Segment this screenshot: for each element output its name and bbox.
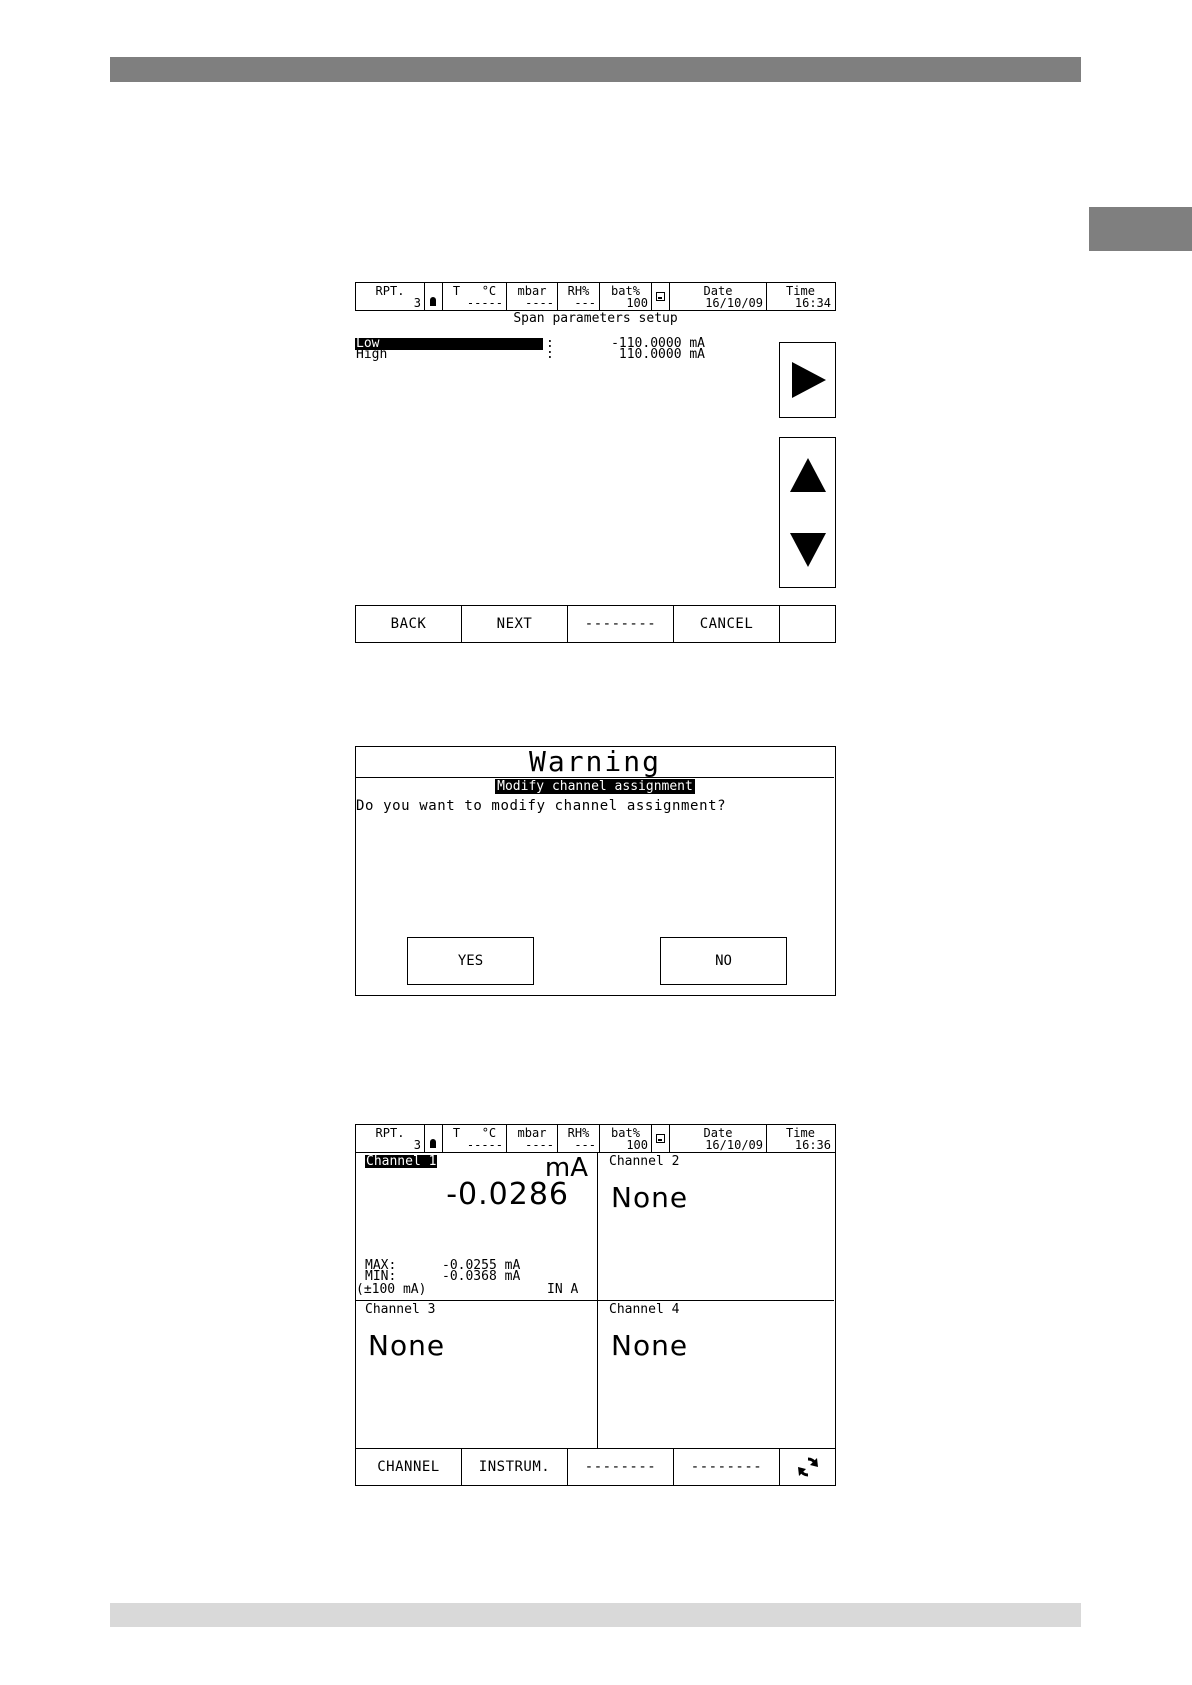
status-pressure bbox=[507, 1125, 558, 1152]
channel-name: Channel 3 bbox=[365, 1302, 436, 1317]
date-label: Date bbox=[703, 1126, 733, 1140]
warning-dialog bbox=[355, 746, 836, 996]
back-button[interactable]: BACK bbox=[356, 606, 462, 642]
memory-icon bbox=[656, 292, 665, 301]
param-row-high[interactable]: High : 110.0000 mA bbox=[356, 347, 705, 362]
battery-value: 100 bbox=[626, 1138, 648, 1152]
memory-cell bbox=[652, 1125, 670, 1152]
channel-value: None bbox=[611, 1329, 689, 1362]
time-value: 16:36 bbox=[794, 1138, 831, 1152]
channel-3-pane[interactable] bbox=[356, 1301, 598, 1449]
next-button[interactable]: NEXT bbox=[462, 606, 568, 642]
page-footer-bar bbox=[110, 1603, 1081, 1627]
arrow-down-icon bbox=[788, 530, 828, 570]
pressure-label: mbar bbox=[517, 1126, 547, 1140]
battery-label: bat% bbox=[611, 1126, 640, 1140]
humidity-label: RH% bbox=[567, 1126, 590, 1140]
param-row-low[interactable]: Low : -110.0000 mA bbox=[356, 336, 705, 351]
rpt-label: RPT. bbox=[375, 1126, 405, 1140]
status-temperature bbox=[443, 283, 507, 310]
channel-unit: mA bbox=[544, 1153, 588, 1183]
range-label: (±100 mA) bbox=[356, 1282, 427, 1297]
cancel-button[interactable]: CANCEL bbox=[674, 606, 780, 642]
scroll-up-button[interactable] bbox=[779, 437, 836, 513]
param-label: Low bbox=[355, 338, 543, 350]
channel-4-pane[interactable] bbox=[598, 1301, 834, 1449]
dialog-message: Do you want to modify channel assignment? bbox=[356, 798, 727, 814]
rpt-label: RPT. bbox=[375, 284, 405, 298]
humidity-label: RH% bbox=[567, 284, 590, 298]
scroll-down-button[interactable] bbox=[779, 512, 836, 588]
play-right-icon bbox=[788, 360, 828, 400]
status-temperature bbox=[443, 1125, 507, 1152]
pressure-value: ---- bbox=[525, 1138, 554, 1152]
param-label: High bbox=[356, 347, 388, 362]
no-button[interactable]: NO bbox=[660, 937, 787, 985]
param-value: -110.0000 mA bbox=[611, 336, 705, 351]
arrow-up-icon bbox=[788, 455, 828, 495]
status-time bbox=[767, 283, 834, 310]
pressure-label: mbar bbox=[517, 284, 547, 298]
yes-button[interactable]: YES bbox=[407, 937, 534, 985]
lock-cell bbox=[425, 1125, 443, 1152]
function-key-bar bbox=[355, 605, 836, 643]
channel-name: Channel 2 bbox=[609, 1154, 680, 1169]
status-humidity bbox=[558, 1125, 600, 1152]
status-battery bbox=[600, 1125, 652, 1152]
max-label: MAX: bbox=[365, 1258, 397, 1273]
pressure-value: ---- bbox=[525, 296, 554, 310]
channel-1-pane[interactable] bbox=[356, 1153, 598, 1301]
battery-value: 100 bbox=[626, 296, 648, 310]
time-value: 16:34 bbox=[794, 296, 831, 310]
channel-name: Channel 1 bbox=[366, 1154, 437, 1169]
channel-2-pane[interactable] bbox=[598, 1153, 834, 1301]
channel-overview-screen bbox=[355, 1124, 836, 1486]
rpt-value: 3 bbox=[413, 1138, 421, 1152]
channel-value: None bbox=[368, 1329, 446, 1362]
date-value: 16/10/09 bbox=[705, 1138, 763, 1152]
temperature-value: ----- bbox=[466, 296, 503, 310]
empty-function-key[interactable] bbox=[780, 606, 835, 642]
humidity-value: --- bbox=[574, 296, 596, 310]
status-time bbox=[767, 1125, 834, 1152]
span-parameters-screen bbox=[355, 282, 836, 643]
instrument-button[interactable]: INSTRUM. bbox=[462, 1449, 568, 1485]
lock-cell bbox=[425, 283, 443, 310]
dialog-subtitle: Modify channel assignment bbox=[497, 779, 693, 794]
channel-button[interactable]: CHANNEL bbox=[356, 1449, 462, 1485]
temperature-value: ----- bbox=[466, 1138, 503, 1152]
channel-value: None bbox=[611, 1181, 689, 1214]
enter-button[interactable] bbox=[779, 342, 836, 418]
battery-label: bat% bbox=[611, 284, 640, 298]
blank-function-key[interactable]: -------- bbox=[674, 1449, 780, 1485]
status-date bbox=[670, 283, 767, 310]
param-value: 110.0000 mA bbox=[618, 347, 705, 362]
status-humidity bbox=[558, 283, 600, 310]
screen-title: Span parameters setup bbox=[513, 311, 678, 326]
blank-function-key[interactable]: -------- bbox=[568, 606, 674, 642]
max-value: -0.0255 mA bbox=[442, 1258, 521, 1273]
page-header-bar bbox=[110, 57, 1081, 82]
input-label: IN A bbox=[547, 1282, 579, 1297]
date-value: 16/10/09 bbox=[705, 296, 763, 310]
time-label: Time bbox=[786, 1126, 815, 1140]
min-label: MIN: bbox=[365, 1269, 397, 1284]
chapter-side-tab bbox=[1089, 207, 1192, 251]
dialog-title: Warning bbox=[356, 747, 834, 778]
temperature-label: T °C bbox=[452, 284, 497, 298]
date-label: Date bbox=[703, 284, 733, 298]
function-key-bar bbox=[355, 1448, 836, 1486]
channel-reading: -0.0286 bbox=[446, 1177, 569, 1212]
status-pressure bbox=[507, 283, 558, 310]
min-value: -0.0368 mA bbox=[442, 1269, 521, 1284]
status-bar bbox=[355, 282, 836, 311]
blank-function-key[interactable]: -------- bbox=[568, 1449, 674, 1485]
channel-name: Channel 4 bbox=[609, 1302, 680, 1317]
status-bar bbox=[355, 1124, 836, 1153]
status-battery bbox=[600, 283, 652, 310]
status-rpt bbox=[356, 1125, 425, 1152]
channel-grid bbox=[355, 1153, 836, 1449]
temperature-label: T °C bbox=[452, 1126, 497, 1140]
rpt-value: 3 bbox=[413, 296, 421, 310]
status-date bbox=[670, 1125, 767, 1152]
memory-cell bbox=[652, 283, 670, 310]
refresh-icon bbox=[796, 1455, 820, 1479]
status-rpt bbox=[356, 283, 425, 310]
memory-icon bbox=[656, 1134, 665, 1143]
refresh-button[interactable] bbox=[780, 1449, 835, 1485]
lock-icon bbox=[430, 1139, 436, 1148]
humidity-value: --- bbox=[574, 1138, 596, 1152]
time-label: Time bbox=[786, 284, 815, 298]
lock-icon bbox=[430, 297, 436, 306]
